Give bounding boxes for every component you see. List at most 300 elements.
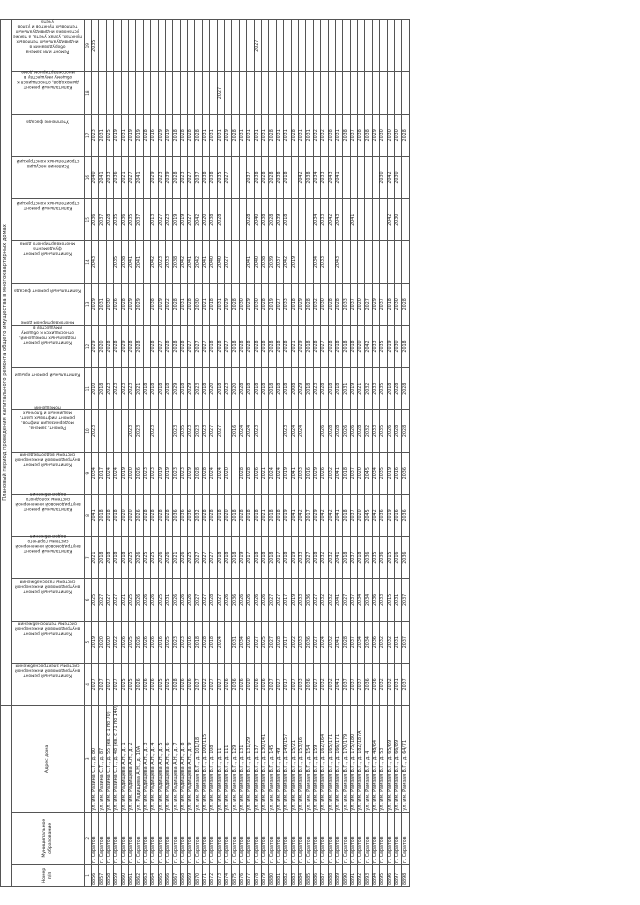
row-year-cell: 2037 [343, 663, 350, 705]
row-year-cell [402, 20, 409, 72]
row-year-cell [276, 72, 283, 114]
row-year-cell [343, 72, 350, 114]
row-year-cell: 2035 [180, 410, 187, 452]
row-year-cell [358, 20, 365, 72]
row-year-cell: 2025 [143, 537, 150, 579]
row-number: 8897 [395, 864, 402, 886]
row-municipality: г. Саратов [335, 812, 342, 864]
row-year-cell: 2027 [114, 579, 121, 621]
row-year-cell: 2030 [395, 156, 402, 198]
header-municipality: Муниципальное образование [12, 812, 85, 864]
row-year-cell [365, 199, 372, 241]
row-year-cell: 2018 [99, 494, 106, 536]
row-number: 8889 [335, 864, 342, 886]
row-year-cell: 2041 [335, 579, 342, 621]
row-year-cell: 2020 [358, 494, 365, 536]
row-year-cell: 2020 [128, 452, 135, 494]
row-year-cell: 2042 [387, 156, 394, 198]
row-year-cell: 2018 [276, 494, 283, 536]
row-year-cell: 2034 [358, 621, 365, 663]
row-year-cell: 2037 [276, 241, 283, 283]
column-number: 14 [85, 241, 92, 283]
row-year-cell: 2021 [358, 368, 365, 410]
row-year-cell: 2027 [99, 579, 106, 621]
row-number: 8881 [276, 864, 283, 886]
row-year-cell: 2036 [402, 537, 409, 579]
row-year-cell: 2018 [254, 537, 261, 579]
row-year-cell: 2028 [173, 156, 180, 198]
row-year-cell: 2029 [225, 114, 232, 156]
row-year-cell: 2042 [180, 241, 187, 283]
row-year-cell: 2026 [114, 283, 121, 325]
row-year-cell: 2041 [335, 663, 342, 705]
row-year-cell [114, 410, 121, 452]
row-year-cell: 2027 [106, 579, 113, 621]
row-address: ул. им. Рамзая В.Г., д. 165/171 [328, 705, 335, 812]
row-year-cell: 2026 [165, 537, 172, 579]
row-number: 8883 [291, 864, 298, 886]
column-number: 2 [85, 812, 92, 864]
row-year-cell: 2028 [202, 494, 209, 536]
row-year-cell [298, 72, 305, 114]
row-year-cell: 2018 [99, 368, 106, 410]
row-year-cell [99, 72, 106, 114]
row-year-cell: 2029 [188, 368, 195, 410]
row-year-cell: 2027 [92, 663, 99, 705]
row-year-cell: 2016 [188, 621, 195, 663]
row-year-cell: 2020 [202, 199, 209, 241]
row-year-cell: 2027 [313, 663, 320, 705]
row-year-cell: 2018 [284, 199, 291, 241]
row-year-cell [298, 241, 305, 283]
row-year-cell: 2042 [372, 494, 379, 536]
row-year-cell: 2019 [128, 114, 135, 156]
row-address: ул. им. Рамзая В.Г., д. 49 [276, 705, 283, 812]
row-year-cell: 2018 [284, 368, 291, 410]
row-year-cell: 2037 [99, 199, 106, 241]
row-year-cell: 2027 [195, 663, 202, 705]
column-number: 6 [85, 579, 92, 621]
row-year-cell: 2037 [350, 537, 357, 579]
row-year-cell [225, 20, 232, 72]
row-year-cell: 2028 [269, 156, 276, 198]
row-year-cell: 2031 [395, 621, 402, 663]
row-year-cell [395, 72, 402, 114]
row-number: 8886 [313, 864, 320, 886]
row-year-cell [358, 156, 365, 198]
row-number: 8880 [269, 864, 276, 886]
row-year-cell: 2036 [180, 494, 187, 536]
row-year-cell: 2020 [128, 494, 135, 536]
row-year-cell: 2018 [261, 325, 268, 367]
row-year-cell: 2028 [128, 325, 135, 367]
row-year-cell: 2025 [158, 579, 165, 621]
row-year-cell: 2025 [261, 621, 268, 663]
row-year-cell: 2027 [217, 663, 224, 705]
header-work-16: Ремонт или замена оборудования в индивидуальных тепловых пунктах, узлах учета, а также установка индивидуальных тепловых пунктов и узлов учета [12, 20, 85, 72]
row-year-cell: 2019 [284, 494, 291, 536]
row-number: 8896 [387, 864, 394, 886]
row-year-cell: 2028 [210, 494, 217, 536]
row-year-cell [380, 72, 387, 114]
row-year-cell: 2018 [173, 114, 180, 156]
row-year-cell: 2034 [92, 452, 99, 494]
row-year-cell: 2018 [217, 494, 224, 536]
row-address: ул. им. Рамзая В.Г., д. 100/115 [202, 705, 209, 812]
row-year-cell: 2033 [372, 368, 379, 410]
row-year-cell: 2032 [321, 579, 328, 621]
row-year-cell: 2020 [232, 368, 239, 410]
row-year-cell: 2032 [328, 579, 335, 621]
row-municipality: г. Саратов [306, 812, 313, 864]
row-year-cell: 2020 [210, 368, 217, 410]
row-year-cell: 2028 [173, 283, 180, 325]
row-year-cell: 2032 [365, 368, 372, 410]
row-year-cell: 2015 [387, 579, 394, 621]
row-year-cell [239, 156, 246, 198]
row-year-cell: 2023 [313, 368, 320, 410]
table-row [254, 20, 261, 887]
repair-schedule-table [0, 19, 410, 887]
row-year-cell [402, 72, 409, 114]
row-year-cell: 2040 [217, 241, 224, 283]
row-year-cell: 2026 [136, 579, 143, 621]
row-year-cell: 2024 [239, 410, 246, 452]
row-year-cell: 2019 [291, 537, 298, 579]
row-year-cell [121, 20, 128, 72]
row-year-cell: 2018 [306, 325, 313, 367]
row-year-cell: 2029 [247, 283, 254, 325]
row-year-cell: 2023 [180, 452, 187, 494]
row-address: ул. им. Рамзая В.Г., д. 131 [239, 705, 246, 812]
row-year-cell [284, 72, 291, 114]
row-year-cell: 2037 [350, 621, 357, 663]
row-year-cell: 2027 [210, 410, 217, 452]
row-municipality: г. Саратов [313, 812, 320, 864]
row-year-cell: 2021 [202, 283, 209, 325]
row-year-cell: 2023 [158, 156, 165, 198]
row-year-cell: 2038 [210, 156, 217, 198]
row-year-cell [151, 20, 158, 72]
table-row [106, 20, 113, 887]
row-year-cell: 2032 [380, 663, 387, 705]
header-work-5: Капитальный ремонт внутридомовой инженерной системы холодного водоснабжения [12, 494, 85, 536]
row-year-cell: 2039 [276, 199, 283, 241]
row-year-cell: 2027 [306, 537, 313, 579]
row-year-cell: 2043 [335, 199, 342, 241]
row-year-cell: 2016 [395, 452, 402, 494]
table-row [128, 20, 135, 887]
row-year-cell: 2010 [92, 368, 99, 410]
row-year-cell: 2025 [128, 537, 135, 579]
row-year-cell [306, 241, 313, 283]
row-year-cell [239, 72, 246, 114]
row-year-cell: 2031 [395, 663, 402, 705]
row-year-cell: 2038 [358, 114, 365, 156]
row-year-cell: 2023 [188, 410, 195, 452]
header-work-7: Ремонт, замена, модернизация лифтов, ремонт лифтовых шахт, машинных и блочных помещений [12, 410, 85, 452]
row-year-cell: 2018 [261, 537, 268, 579]
row-number: 8891 [350, 864, 357, 886]
row-year-cell [372, 20, 379, 72]
row-number: 8877 [247, 864, 254, 886]
row-year-cell: 2023 [195, 368, 202, 410]
row-year-cell [232, 156, 239, 198]
row-year-cell: 2020 [247, 663, 254, 705]
row-year-cell: 2029 [298, 325, 305, 367]
row-municipality: г. Саратов [291, 812, 298, 864]
table-row [358, 20, 365, 887]
row-number: 8863 [143, 864, 150, 886]
row-year-cell: 2041 [335, 156, 342, 198]
row-year-cell: 2041 [335, 537, 342, 579]
header-num: Номер п/п [12, 864, 85, 886]
row-year-cell: 2025 [128, 621, 135, 663]
row-year-cell: 2036 [380, 537, 387, 579]
row-year-cell: 2025 [106, 114, 113, 156]
row-year-cell: 2026 [225, 663, 232, 705]
row-year-cell [372, 156, 379, 198]
header-work-14: Утепление фасада [12, 114, 85, 156]
row-year-cell: 2042 [195, 199, 202, 241]
row-year-cell [180, 20, 187, 72]
row-year-cell: 2020 [358, 325, 365, 367]
row-year-cell: 2025 [92, 579, 99, 621]
row-year-cell [136, 72, 143, 114]
row-year-cell: 2028 [247, 199, 254, 241]
row-year-cell [365, 241, 372, 283]
row-address: ул. им. Рамзая В.Г., д. 66/89 [395, 705, 402, 812]
row-year-cell: 2033 [372, 410, 379, 452]
column-number: 1 [85, 864, 92, 886]
row-year-cell [358, 199, 365, 241]
row-year-cell: 2030 [380, 156, 387, 198]
row-year-cell: 2019 [121, 452, 128, 494]
row-number: 8870 [195, 864, 202, 886]
row-year-cell: 2013 [151, 199, 158, 241]
row-year-cell: 2025 [128, 663, 135, 705]
row-year-cell: 2026 [350, 410, 357, 452]
row-year-cell: 2030 [239, 283, 246, 325]
row-year-cell: 2042 [328, 199, 335, 241]
row-year-cell: 2038 [254, 156, 261, 198]
row-municipality: г. Саратов [298, 812, 305, 864]
row-year-cell: 2032 [313, 114, 320, 156]
row-year-cell: 2018 [106, 494, 113, 536]
row-year-cell: 2016 [395, 537, 402, 579]
row-municipality: г. Саратов [402, 812, 409, 864]
row-year-cell: 2017 [276, 537, 283, 579]
row-number: 8869 [188, 864, 195, 886]
row-year-cell: 2041 [136, 156, 143, 198]
row-year-cell: 2024 [114, 452, 121, 494]
row-year-cell: 2033 [321, 241, 328, 283]
row-year-cell: 2019 [92, 621, 99, 663]
table-row [92, 20, 99, 887]
row-year-cell: 2027 [217, 579, 224, 621]
row-year-cell: 2026 [254, 579, 261, 621]
row-year-cell [343, 241, 350, 283]
row-year-cell: 2029 [372, 283, 379, 325]
row-year-cell: 2027 [343, 579, 350, 621]
row-year-cell: 2018 [387, 368, 394, 410]
row-year-cell [180, 72, 187, 114]
table-row [180, 20, 187, 887]
row-year-cell: 2027 [225, 325, 232, 367]
row-year-cell [313, 20, 320, 72]
table-row [136, 20, 143, 887]
row-year-cell: 2017 [284, 579, 291, 621]
row-year-cell [313, 410, 320, 452]
row-year-cell: 2018 [254, 494, 261, 536]
row-year-cell: 2028 [247, 452, 254, 494]
row-year-cell: 2038 [343, 114, 350, 156]
row-municipality: г. Саратов [136, 812, 143, 864]
row-year-cell: 2016 [306, 452, 313, 494]
row-year-cell: 2032 [328, 663, 335, 705]
row-year-cell: 2035 [372, 537, 379, 579]
row-year-cell: 2033 [106, 156, 113, 198]
table-row [173, 20, 180, 887]
row-year-cell: 2018 [151, 368, 158, 410]
table-row [114, 20, 121, 887]
row-year-cell: 2040 [254, 241, 261, 283]
column-number: 7 [85, 537, 92, 579]
row-year-cell: 2026 [321, 410, 328, 452]
row-year-cell: 2024 [276, 452, 283, 494]
row-year-cell: 2024 [106, 452, 113, 494]
row-year-cell: 2018 [358, 537, 365, 579]
row-year-cell: 2018 [335, 325, 342, 367]
table-row [151, 20, 158, 887]
row-year-cell [232, 199, 239, 241]
row-year-cell [269, 20, 276, 72]
row-year-cell [188, 20, 195, 72]
row-year-cell: 2028 [328, 410, 335, 452]
row-year-cell: 2041 [335, 494, 342, 536]
row-year-cell: 2029 [298, 283, 305, 325]
row-municipality: г. Саратов [217, 812, 224, 864]
row-address: ул. им. Радищева А.Н., д. 5 [158, 705, 165, 812]
row-year-cell: 2030 [380, 114, 387, 156]
row-year-cell: 2018 [284, 537, 291, 579]
row-address: ул. им. Рамзая В.Г., д. 101/18 [195, 705, 202, 812]
row-year-cell: 2029 [121, 325, 128, 367]
row-year-cell [128, 72, 135, 114]
row-year-cell: 2033 [165, 241, 172, 283]
row-year-cell [143, 410, 150, 452]
row-address: ул. им. Рамзая В.Г., д. 131/29 [247, 705, 254, 812]
row-year-cell: 2031 [343, 368, 350, 410]
row-year-cell: 2028 [328, 325, 335, 367]
row-year-cell [335, 20, 342, 72]
row-year-cell: 2023 [284, 410, 291, 452]
row-year-cell: 2028 [180, 114, 187, 156]
row-year-cell: 2028 [173, 325, 180, 367]
row-year-cell [321, 72, 328, 114]
row-year-cell [195, 20, 202, 72]
row-municipality: г. Саратов [99, 812, 106, 864]
row-year-cell: 2036 [306, 579, 313, 621]
row-number: 8871 [202, 864, 209, 886]
row-address: ул. им. Рамзая В.Г., д. 130/141 [261, 705, 268, 812]
row-year-cell [328, 72, 335, 114]
row-year-cell [165, 20, 172, 72]
row-year-cell: 2028 [261, 156, 268, 198]
row-year-cell: 2026 [247, 621, 254, 663]
row-year-cell: 2025 [151, 537, 158, 579]
row-year-cell [328, 241, 335, 283]
row-year-cell: 2019 [165, 452, 172, 494]
row-year-cell: 2023 [92, 114, 99, 156]
row-year-cell: 2018 [217, 368, 224, 410]
row-year-cell: 2032 [321, 537, 328, 579]
row-year-cell: 2030 [254, 283, 261, 325]
row-year-cell: 2028 [114, 325, 121, 367]
row-year-cell [380, 241, 387, 283]
table-row [143, 20, 150, 887]
row-address: ул. им. Рамзая В.Г., д. 145 [269, 705, 276, 812]
row-number: 8857 [99, 864, 106, 886]
row-year-cell: 2026 [239, 579, 246, 621]
table-row [195, 20, 202, 887]
row-year-cell: 2019 [387, 452, 394, 494]
row-year-cell: 2033 [298, 621, 305, 663]
row-year-cell: 2016 [395, 494, 402, 536]
row-year-cell: 2023 [128, 410, 135, 452]
row-year-cell: 2029 [151, 156, 158, 198]
row-year-cell: 2027 [210, 663, 217, 705]
row-number: 8873 [217, 864, 224, 886]
row-municipality: г. Саратов [202, 812, 209, 864]
row-year-cell: 2023 [128, 368, 135, 410]
row-year-cell: 2024 [269, 452, 276, 494]
row-year-cell: 2027 [202, 579, 209, 621]
row-year-cell [380, 20, 387, 72]
row-year-cell: 2036 [372, 579, 379, 621]
row-address: ул. им. Разина С.Т., д. 55 (кв. с 1 по 70) [106, 705, 113, 812]
row-year-cell [143, 20, 150, 72]
row-year-cell [402, 241, 409, 283]
row-year-cell: 2026 [158, 537, 165, 579]
row-year-cell [165, 72, 172, 114]
row-municipality: г. Саратов [365, 812, 372, 864]
row-year-cell: 2034 [313, 199, 320, 241]
table-row [210, 20, 217, 887]
column-number: 4 [85, 663, 92, 705]
row-year-cell: 2018 [291, 283, 298, 325]
row-municipality: г. Саратов [269, 812, 276, 864]
row-year-cell: 2018 [232, 325, 239, 367]
row-year-cell: 2035 [114, 241, 121, 283]
column-number: 18 [85, 72, 92, 114]
row-year-cell: 2036 [402, 452, 409, 494]
row-year-cell [343, 156, 350, 198]
row-year-cell: 2018 [232, 494, 239, 536]
row-year-cell [232, 20, 239, 72]
table-row [313, 20, 320, 887]
column-number: 10 [85, 410, 92, 452]
row-year-cell: 2026 [180, 537, 187, 579]
row-year-cell: 2024 [291, 410, 298, 452]
table-title: Плановый период проведения капитального ремонта общего имущества в многоквартирных домах [1, 20, 12, 706]
row-year-cell [188, 72, 195, 114]
row-year-cell: 2019 [158, 452, 165, 494]
row-year-cell [365, 156, 372, 198]
row-year-cell: 2019 [173, 199, 180, 241]
row-year-cell: 2033 [284, 283, 291, 325]
row-number: 8866 [165, 864, 172, 886]
